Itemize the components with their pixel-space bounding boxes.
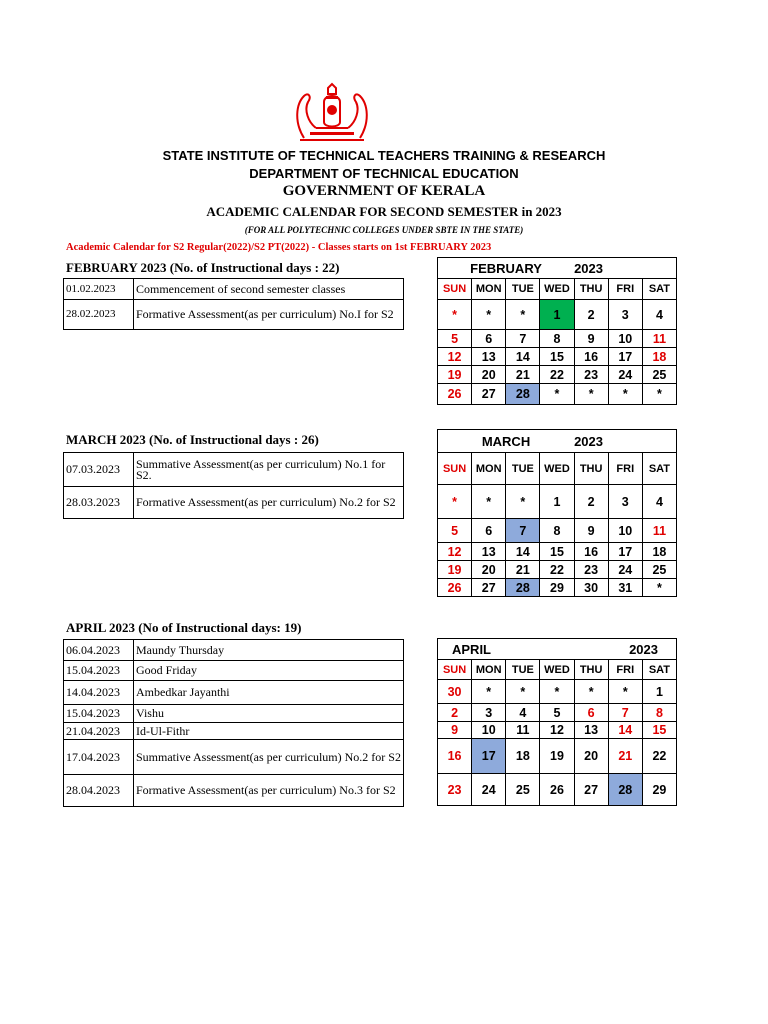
event-date: 15.04.2023 — [64, 705, 134, 723]
day-cell: * — [642, 384, 676, 405]
event-date: 15.04.2023 — [64, 661, 134, 681]
day-cell: 10 — [608, 330, 642, 348]
day-cell-highlighted: 28 — [506, 384, 540, 405]
february-calendar — [437, 257, 677, 405]
event-date: 17.04.2023 — [64, 740, 134, 775]
event-row — [64, 453, 404, 487]
calendar-month: APRIL — [438, 639, 575, 660]
weekday-fri: FRI — [608, 279, 642, 300]
applicability-note: (FOR ALL POLYTECHNIC COLLEGES UNDER SBTE IN THE STATE) — [244, 225, 524, 235]
day-cell: * — [438, 485, 472, 519]
weekday-sat: SAT — [642, 453, 676, 485]
day-cell: 8 — [642, 704, 676, 722]
event-description: Ambedkar Jayanthi — [134, 681, 404, 705]
event-row — [64, 705, 404, 723]
day-cell: 26 — [438, 384, 472, 405]
day-cell: 23 — [574, 561, 608, 579]
day-cell: 24 — [472, 774, 506, 806]
day-cell: 18 — [642, 348, 676, 366]
day-cell: * — [438, 300, 472, 330]
weekday-sun: SUN — [438, 660, 472, 680]
april-calendar — [437, 638, 677, 806]
weekday-mon: MON — [472, 660, 506, 680]
day-cell: * — [540, 680, 574, 704]
day-cell: 11 — [642, 330, 676, 348]
day-cell: * — [608, 384, 642, 405]
weekday-wed: WED — [540, 279, 574, 300]
day-cell: 15 — [642, 722, 676, 739]
event-date: 07.03.2023 — [64, 453, 134, 487]
february-section-title: FEBRUARY 2023 (No. of Instructional days : 22) — [66, 260, 340, 275]
event-date: 28.03.2023 — [64, 487, 134, 519]
day-cell: 14 — [608, 722, 642, 739]
day-cell: 19 — [438, 366, 472, 384]
day-cell: 12 — [438, 543, 472, 561]
event-description: Formative Assessment(as per curriculum) No.2 for S2 — [134, 487, 404, 519]
day-cell: 4 — [642, 300, 676, 330]
day-cell: 7 — [506, 330, 540, 348]
day-cell: 9 — [438, 722, 472, 739]
weekday-mon: MON — [472, 453, 506, 485]
march-events-table — [63, 452, 404, 519]
day-cell: 16 — [438, 739, 472, 774]
calendar-year: 2023 — [574, 430, 676, 453]
day-cell: * — [608, 680, 642, 704]
march-calendar — [437, 429, 677, 597]
calendar-month: MARCH — [438, 430, 575, 453]
day-cell: 29 — [642, 774, 676, 806]
day-cell: 10 — [472, 722, 506, 739]
calendar-month: FEBRUARY — [438, 258, 575, 279]
day-cell: 22 — [540, 366, 574, 384]
event-date: 06.04.2023 — [64, 640, 134, 661]
day-cell: 11 — [642, 519, 676, 543]
event-date: 28.02.2023 — [64, 300, 134, 330]
day-cell: 20 — [574, 739, 608, 774]
day-cell: 3 — [608, 485, 642, 519]
day-cell: 26 — [438, 579, 472, 597]
event-date: 01.02.2023 — [64, 279, 134, 300]
event-row — [64, 640, 404, 661]
weekday-sun: SUN — [438, 453, 472, 485]
day-cell: 22 — [642, 739, 676, 774]
department-name: DEPARTMENT OF TECHNICAL EDUCATION — [249, 166, 519, 181]
february-events-table — [63, 278, 404, 330]
weekday-sun: SUN — [438, 279, 472, 300]
day-cell: 8 — [540, 519, 574, 543]
day-cell: 17 — [608, 543, 642, 561]
event-description: Id-Ul-Fithr — [134, 723, 404, 740]
day-cell: 1 — [642, 680, 676, 704]
day-cell: 21 — [608, 739, 642, 774]
event-date: 21.04.2023 — [64, 723, 134, 740]
weekday-sat: SAT — [642, 279, 676, 300]
weekday-fri: FRI — [608, 453, 642, 485]
weekday-wed: WED — [540, 660, 574, 680]
event-row — [64, 775, 404, 807]
day-cell: 3 — [472, 704, 506, 722]
event-row — [64, 661, 404, 681]
event-date: 28.04.2023 — [64, 775, 134, 807]
day-cell: 27 — [472, 384, 506, 405]
day-cell: 30 — [438, 680, 472, 704]
day-cell: 9 — [574, 519, 608, 543]
day-cell: * — [472, 680, 506, 704]
day-cell: 13 — [574, 722, 608, 739]
day-cell: 15 — [540, 348, 574, 366]
day-cell: 23 — [574, 366, 608, 384]
day-cell: 6 — [574, 704, 608, 722]
day-cell: 30 — [574, 579, 608, 597]
event-row — [64, 723, 404, 740]
day-cell: 24 — [608, 366, 642, 384]
day-cell: 19 — [438, 561, 472, 579]
event-description: Summative Assessment(as per curriculum) No.2 for S2 — [134, 740, 404, 775]
event-row — [64, 487, 404, 519]
event-description: Formative Assessment(as per curriculum) No.I for S2 — [134, 300, 404, 330]
day-cell: 18 — [642, 543, 676, 561]
day-cell: 2 — [438, 704, 472, 722]
day-cell: 20 — [472, 561, 506, 579]
day-cell: 13 — [472, 543, 506, 561]
day-cell: * — [642, 579, 676, 597]
day-cell: 16 — [574, 543, 608, 561]
weekday-fri: FRI — [608, 660, 642, 680]
event-description: Maundy Thursday — [134, 640, 404, 661]
day-cell: 3 — [608, 300, 642, 330]
weekday-tue: TUE — [506, 660, 540, 680]
day-cell: 2 — [574, 300, 608, 330]
day-cell: * — [472, 485, 506, 519]
event-description: Summative Assessment(as per curriculum) No.1 for S2. — [134, 453, 404, 487]
day-cell: 8 — [540, 330, 574, 348]
day-cell: 9 — [574, 330, 608, 348]
day-cell: 11 — [506, 722, 540, 739]
day-cell: 27 — [574, 774, 608, 806]
day-cell: 7 — [608, 704, 642, 722]
day-cell: 5 — [438, 519, 472, 543]
day-cell: 29 — [540, 579, 574, 597]
weekday-tue: TUE — [506, 279, 540, 300]
day-cell: 22 — [540, 561, 574, 579]
day-cell: * — [506, 300, 540, 330]
day-cell: 25 — [642, 561, 676, 579]
event-description: Vishu — [134, 705, 404, 723]
day-cell: 21 — [506, 561, 540, 579]
weekday-mon: MON — [472, 279, 506, 300]
day-cell-highlighted: 7 — [506, 519, 540, 543]
day-cell: 20 — [472, 366, 506, 384]
weekday-tue: TUE — [506, 453, 540, 485]
april-section-title: APRIL 2023 (No of Instructional days: 19) — [66, 620, 302, 635]
day-cell: * — [506, 485, 540, 519]
calendar-year: 2023 — [574, 258, 676, 279]
day-cell: 23 — [438, 774, 472, 806]
day-cell: 19 — [540, 739, 574, 774]
day-cell: * — [506, 680, 540, 704]
day-cell: 26 — [540, 774, 574, 806]
day-cell: * — [574, 680, 608, 704]
weekday-thu: THU — [574, 279, 608, 300]
event-date: 14.04.2023 — [64, 681, 134, 705]
day-cell: 25 — [642, 366, 676, 384]
day-cell: 21 — [506, 366, 540, 384]
weekday-wed: WED — [540, 453, 574, 485]
day-cell: 27 — [472, 579, 506, 597]
day-cell: 12 — [438, 348, 472, 366]
event-description: Formative Assessment(as per curriculum) No.3 for S2 — [134, 775, 404, 807]
april-events-table — [63, 639, 404, 807]
weekday-thu: THU — [574, 453, 608, 485]
day-cell: 6 — [472, 330, 506, 348]
day-cell: 1 — [540, 485, 574, 519]
government-name: GOVERNMENT OF KERALA — [282, 183, 486, 199]
event-description: Good Friday — [134, 661, 404, 681]
event-row — [64, 300, 404, 330]
classes-start-note: Academic Calendar for S2 Regular(2022)/S2 PT(2022) - Classes starts on 1st FEBRUARY 2023 — [66, 242, 492, 253]
day-cell: 31 — [608, 579, 642, 597]
day-cell-highlighted: 17 — [472, 739, 506, 774]
day-cell: 14 — [506, 543, 540, 561]
day-cell: 14 — [506, 348, 540, 366]
day-cell: 5 — [438, 330, 472, 348]
kerala-emblem-logo — [290, 82, 374, 144]
day-cell: 6 — [472, 519, 506, 543]
event-row — [64, 279, 404, 300]
day-cell: * — [540, 384, 574, 405]
calendar-title: ACADEMIC CALENDAR FOR SECOND SEMESTER in 2023 — [206, 204, 562, 219]
event-row — [64, 740, 404, 775]
day-cell-highlighted: 1 — [540, 300, 574, 330]
day-cell: 17 — [608, 348, 642, 366]
day-cell: 13 — [472, 348, 506, 366]
day-cell: 15 — [540, 543, 574, 561]
institute-name: STATE INSTITUTE OF TECHNICAL TEACHERS TRAINING & RESEARCH — [162, 148, 606, 163]
day-cell: 25 — [506, 774, 540, 806]
day-cell: * — [574, 384, 608, 405]
weekday-sat: SAT — [642, 660, 676, 680]
day-cell: 5 — [540, 704, 574, 722]
weekday-thu: THU — [574, 660, 608, 680]
event-description: Commencement of second semester classes — [134, 279, 404, 300]
march-section-title: MARCH 2023 (No. of Instructional days : 26) — [66, 432, 319, 447]
day-cell-highlighted: 28 — [506, 579, 540, 597]
calendar-year: 2023 — [574, 639, 676, 660]
day-cell: 24 — [608, 561, 642, 579]
day-cell: 12 — [540, 722, 574, 739]
day-cell: 4 — [506, 704, 540, 722]
event-row — [64, 681, 404, 705]
day-cell: * — [472, 300, 506, 330]
day-cell: 18 — [506, 739, 540, 774]
day-cell: 10 — [608, 519, 642, 543]
day-cell-highlighted: 28 — [608, 774, 642, 806]
day-cell: 2 — [574, 485, 608, 519]
day-cell: 4 — [642, 485, 676, 519]
day-cell: 16 — [574, 348, 608, 366]
